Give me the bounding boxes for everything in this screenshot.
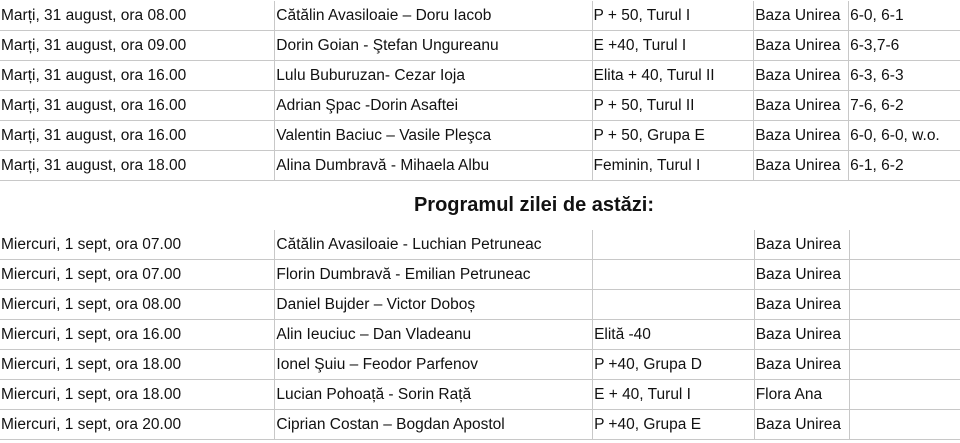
table-row — [0, 260, 960, 290]
table-row — [0, 1, 960, 31]
match-date: Marți, 31 august, ora 08.00 — [0, 1, 275, 31]
match-category — [593, 290, 755, 320]
match-date: Miercuri, 1 sept, ora 08.00 — [0, 290, 275, 320]
match-venue: Baza Unirea — [754, 350, 849, 380]
match-players: Adrian Şpac -Dorin Asaftei — [275, 91, 592, 121]
match-score: 6-0, 6-1 — [849, 1, 960, 31]
match-date: Miercuri, 1 sept, ora 18.00 — [0, 350, 275, 380]
match-venue: Baza Unirea — [754, 61, 849, 91]
match-category: P +40, Grupa D — [593, 350, 755, 380]
match-players: Valentin Baciuc – Vasile Pleşca — [275, 121, 592, 151]
match-venue: Flora Ana — [754, 380, 849, 410]
table-row — [0, 290, 960, 320]
match-date: Marți, 31 august, ora 16.00 — [0, 91, 275, 121]
match-players: Alina Dumbravă - Mihaela Albu — [275, 151, 592, 181]
section-title: Programul zilei de astăzi: — [413, 194, 655, 216]
match-date: Marți, 31 august, ora 18.00 — [0, 151, 275, 181]
match-category: P + 50, Turul I — [592, 1, 754, 31]
match-date: Miercuri, 1 sept, ora 07.00 — [0, 260, 275, 290]
match-players: Cătălin Avasiloaie – Doru Iacob — [275, 1, 592, 31]
match-venue: Baza Unirea — [754, 320, 849, 350]
match-score: 6-1, 6-2 — [849, 151, 960, 181]
match-score — [849, 230, 960, 260]
table-row — [0, 31, 960, 61]
match-players: Ionel Şuiu – Feodor Parfenov — [275, 350, 593, 380]
match-score: 6-3, 6-3 — [849, 61, 960, 91]
match-venue: Baza Unirea — [754, 151, 849, 181]
match-date: Marți, 31 august, ora 09.00 — [0, 31, 275, 61]
match-score: 7-6, 6-2 — [849, 91, 960, 121]
match-category: Feminin, Turul I — [592, 151, 754, 181]
match-score — [849, 380, 960, 410]
table-row — [0, 230, 960, 260]
match-score — [849, 260, 960, 290]
today-schedule-table — [0, 230, 960, 440]
match-venue: Baza Unirea — [754, 121, 849, 151]
match-players: Dorin Goian - Ştefan Ungureanu — [275, 31, 592, 61]
results-table — [0, 1, 960, 181]
match-category: E + 40, Turul I — [593, 380, 755, 410]
match-venue: Baza Unirea — [754, 410, 849, 440]
match-score: 6-0, 6-0, w.o. — [849, 121, 960, 151]
match-venue: Baza Unirea — [754, 91, 849, 121]
match-venue: Baza Unirea — [754, 31, 849, 61]
match-venue: Baza Unirea — [754, 290, 849, 320]
match-date: Miercuri, 1 sept, ora 20.00 — [0, 410, 275, 440]
table-row — [0, 410, 960, 440]
match-category: Elita + 40, Turul II — [592, 61, 754, 91]
match-venue: Baza Unirea — [754, 260, 849, 290]
match-players: Daniel Bujder – Victor Doboș — [275, 290, 593, 320]
match-players: Cătălin Avasiloaie - Luchian Petruneac — [275, 230, 593, 260]
match-date: Miercuri, 1 sept, ora 16.00 — [0, 320, 275, 350]
match-players: Lucian Pohoață - Sorin Rață — [275, 380, 593, 410]
match-date: Miercuri, 1 sept, ora 07.00 — [0, 230, 275, 260]
match-venue: Baza Unirea — [754, 230, 849, 260]
match-category: P +40, Grupa E — [593, 410, 755, 440]
match-players: Florin Dumbravă - Emilian Petruneac — [275, 260, 593, 290]
table-row — [0, 320, 960, 350]
match-venue: Baza Unirea — [754, 1, 849, 31]
match-players: Ciprian Costan – Bogdan Apostol — [275, 410, 593, 440]
match-category — [593, 230, 755, 260]
match-score: 6-3,7-6 — [849, 31, 960, 61]
table-row — [0, 121, 960, 151]
match-category: Elită -40 — [593, 320, 755, 350]
match-score — [849, 410, 960, 440]
match-score — [849, 290, 960, 320]
table-row — [0, 61, 960, 91]
match-category: E +40, Turul I — [592, 31, 754, 61]
table-row — [0, 91, 960, 121]
match-category — [593, 260, 755, 290]
match-players: Lulu Buburuzan- Cezar Ioja — [275, 61, 592, 91]
match-date: Marți, 31 august, ora 16.00 — [0, 121, 275, 151]
table-row — [0, 350, 960, 380]
match-category: P + 50, Grupa E — [592, 121, 754, 151]
match-date: Marți, 31 august, ora 16.00 — [0, 61, 275, 91]
match-date: Miercuri, 1 sept, ora 18.00 — [0, 380, 275, 410]
match-category: P + 50, Turul II — [592, 91, 754, 121]
match-score — [849, 350, 960, 380]
match-players: Alin Ieuciuc – Dan Vladeanu — [275, 320, 593, 350]
table-row — [0, 380, 960, 410]
match-score — [849, 320, 960, 350]
table-row — [0, 151, 960, 181]
